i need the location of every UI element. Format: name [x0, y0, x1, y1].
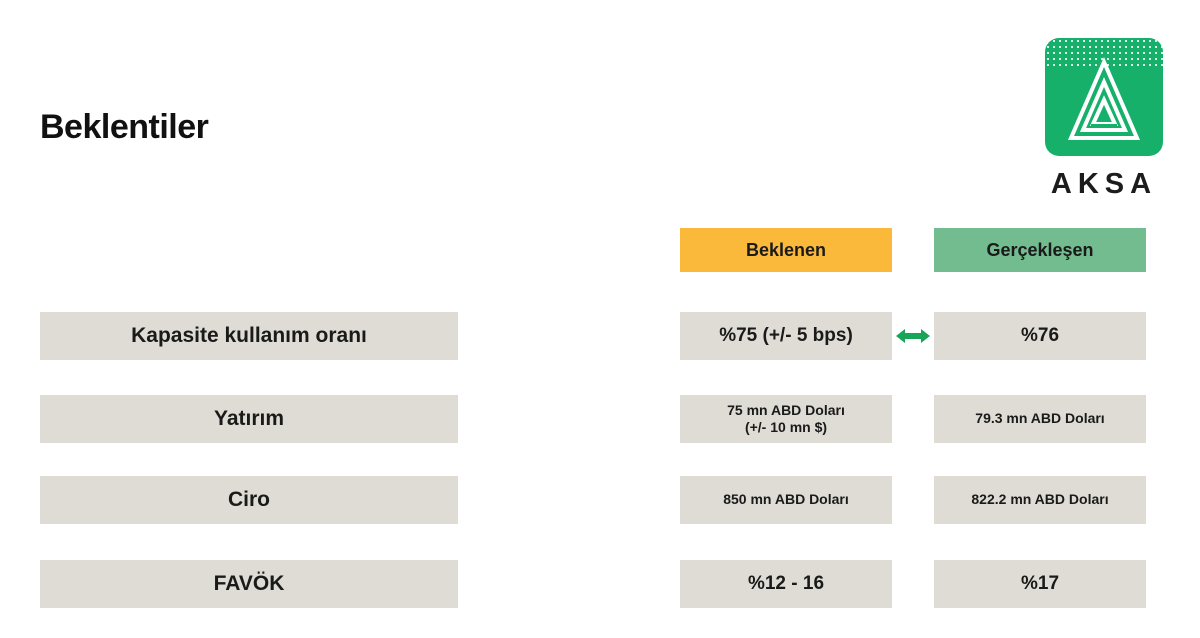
row-expected-value — [680, 395, 892, 443]
row-actual-value — [934, 560, 1146, 608]
column-header-actual: Gerçekleşen — [934, 228, 1146, 272]
column-header-expected: Beklenen — [680, 228, 892, 272]
aksa-logo-text: AKSA — [1050, 168, 1158, 200]
row-label: Ciro — [40, 476, 458, 524]
row-expected-line2: (+/- 10 mn $) — [744, 419, 828, 435]
aksa-logo — [1042, 38, 1166, 201]
aksa-logo-mark — [1045, 38, 1163, 156]
row-actual-text: %76 — [1020, 325, 1060, 347]
row-label: FAVÖK — [40, 560, 458, 608]
row-expected-value — [680, 312, 892, 360]
row-actual-text: %17 — [1020, 573, 1060, 595]
row-actual-value — [934, 312, 1146, 360]
double-arrow-icon — [894, 325, 932, 347]
row-expected-line1: %12 - 16 — [747, 573, 825, 595]
row-actual-text: 79.3 mn ABD Doları — [975, 410, 1105, 427]
row-expected-value — [680, 476, 892, 524]
row-actual-value — [934, 476, 1146, 524]
row-expected-value — [680, 560, 892, 608]
row-expected-line1: 75 mn ABD Doları — [727, 401, 845, 418]
row-actual-text: 822.2 mn ABD Doları — [971, 491, 1109, 508]
page-title: Beklentiler — [40, 108, 209, 146]
row-label: Kapasite kullanım oranı — [40, 312, 458, 360]
row-expected-line1: %75 (+/- 5 bps) — [719, 325, 853, 347]
row-label: Yatırım — [40, 395, 458, 443]
logo-letter-a-icon — [1045, 38, 1163, 156]
row-actual-value — [934, 395, 1146, 443]
row-expected-line1: 850 mn ABD Doları — [723, 491, 849, 508]
